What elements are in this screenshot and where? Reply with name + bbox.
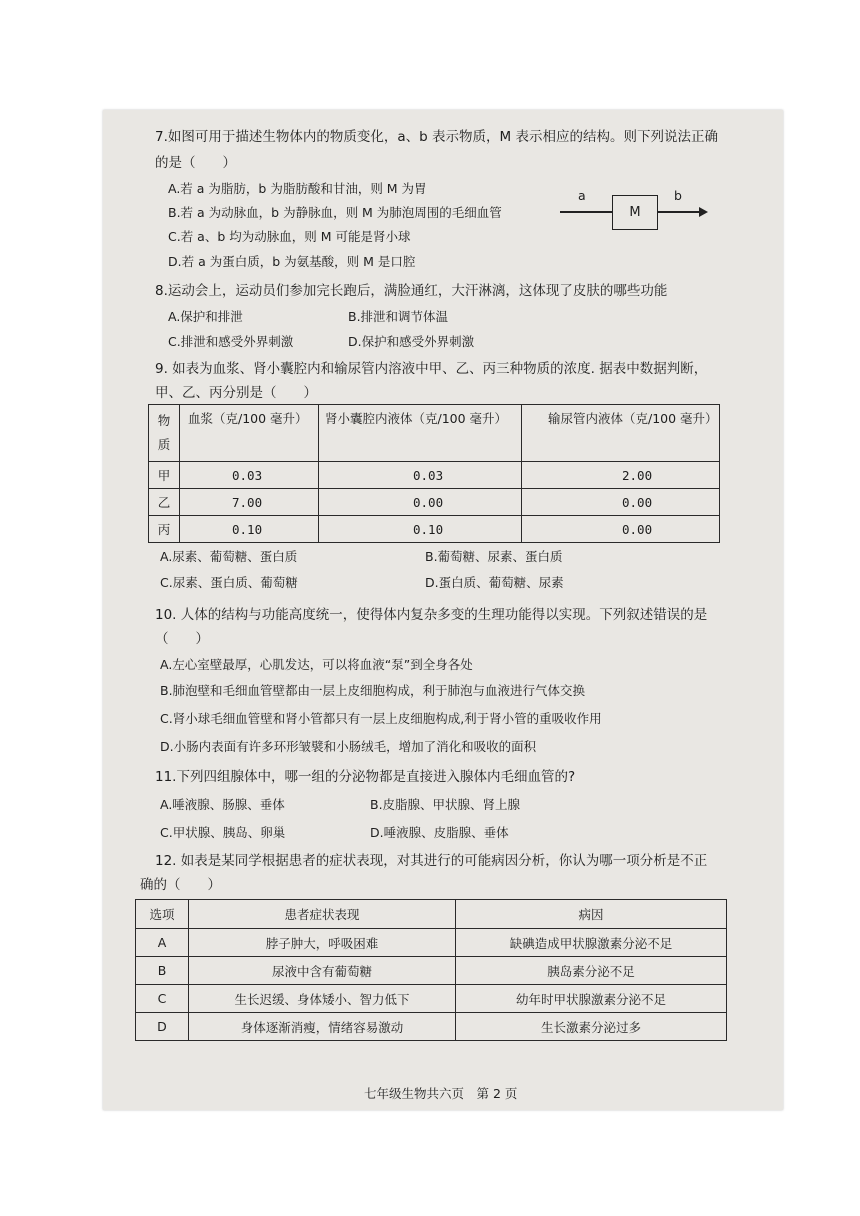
header-cell-ureter: 输尿管内液体（克/100 毫升） xyxy=(522,405,720,462)
q8-option-b: B.排泄和调节体温 xyxy=(348,309,449,324)
cell-symptom: 脖子肿大，呼吸困难 xyxy=(189,929,456,957)
diagram-label-m: M xyxy=(629,205,641,220)
cell-symptom: 生长迟缓、身体矮小、智力低下 xyxy=(189,985,456,1013)
row-label: D xyxy=(136,1013,189,1041)
cell-value: 0.10 xyxy=(319,516,522,543)
q12-stem-line2: 确的（ ） xyxy=(140,877,221,893)
q11-stem: 11.下列四组腺体中，哪一组的分泌物都是直接进入腺体内毛细血管的? xyxy=(155,769,576,785)
table-row xyxy=(136,929,727,957)
q9-option-a: A.尿素、葡萄糖、蛋白质 xyxy=(160,549,298,564)
table-header-row xyxy=(136,900,727,929)
table-header-row xyxy=(149,405,720,462)
cell-value: 0.00 xyxy=(522,489,720,516)
row-label: A xyxy=(136,929,189,957)
q8-option-d: D.保护和感受外界刺激 xyxy=(348,334,475,349)
cell-cause: 生长激素分泌过多 xyxy=(456,1013,727,1041)
row-label: 丙 xyxy=(149,516,180,543)
q10-stem-line1: 10. 人体的结构与功能高度统一，使得体内复杂多变的生理功能得以实现。下列叙述错误的是 xyxy=(155,607,708,623)
page-footer: 七年级生物共六页 第 2 页 xyxy=(364,1086,518,1101)
q10-option-a: A.左心室壁最厚，心肌发达，可以将血液“泵”到全身各处 xyxy=(160,657,473,672)
q7-diagram xyxy=(560,188,715,235)
cell-value: 0.03 xyxy=(180,462,319,489)
cell-cause: 幼年时甲状腺激素分泌不足 xyxy=(456,985,727,1013)
q11-option-a: A.唾液腺、肠腺、垂体 xyxy=(160,797,285,812)
diagram-arrow-in xyxy=(560,211,612,213)
table-row xyxy=(149,489,720,516)
q8-stem: 8.运动会上，运动员们参加完长跑后，满脸通红，大汗淋漓，这体现了皮肤的哪些功能 xyxy=(155,283,668,299)
header-cell-capsule: 肾小囊腔内液体（克/100 毫升） xyxy=(319,405,522,462)
q11-option-c: C.甲状腺、胰岛、卵巢 xyxy=(160,825,286,840)
q11-option-b: B.皮脂腺、甲状腺、肾上腺 xyxy=(370,797,521,812)
header-cell-cause: 病因 xyxy=(456,900,727,929)
cell-value: 0.00 xyxy=(522,516,720,543)
row-label: 乙 xyxy=(149,489,180,516)
q10-option-b: B.肺泡壁和毛细血管壁都由一层上皮细胞构成，利于肺泡与血液进行气体交换 xyxy=(160,683,586,698)
q9-stem-line1: 9. 如表为血浆、肾小囊腔内和输尿管内溶液中甲、乙、丙三种物质的浓度. 据表中数据判断， xyxy=(155,361,708,377)
q11-option-d: D.唾液腺、皮脂腺、垂体 xyxy=(370,825,509,840)
header-cell-option: 选项 xyxy=(136,900,189,929)
cell-value: 0.10 xyxy=(180,516,319,543)
q9-option-d: D.蛋白质、葡萄糖、尿素 xyxy=(425,575,564,590)
diagram-box-m xyxy=(612,195,658,230)
cell-value: 7.00 xyxy=(180,489,319,516)
table-row xyxy=(136,1013,727,1041)
cell-cause: 缺碘造成甲状腺激素分泌不足 xyxy=(456,929,727,957)
header-cell-plasma: 血浆（克/100 毫升） xyxy=(180,405,319,462)
q7-option-c: C.若 a、b 均为动脉血，则 M 可能是肾小球 xyxy=(168,229,411,244)
q9-option-b: B.葡萄糖、尿素、蛋白质 xyxy=(425,549,563,564)
header-cell-symptoms: 患者症状表现 xyxy=(189,900,456,929)
table-row xyxy=(149,462,720,489)
table-row xyxy=(149,516,720,543)
diagram-label-b: b xyxy=(674,188,682,203)
cell-symptom: 身体逐渐消瘦，情绪容易激动 xyxy=(189,1013,456,1041)
q7-option-a: A.若 a 为脂肪，b 为脂肪酸和甘油，则 M 为胃 xyxy=(168,181,427,196)
q7-option-d: D.若 a 为蛋白质，b 为氨基酸，则 M 是口腔 xyxy=(168,254,416,269)
q9-stem-line2: 甲、乙、丙分别是（ ） xyxy=(155,385,317,401)
table-row xyxy=(136,957,727,985)
q12-table xyxy=(135,899,727,1041)
q12-stem-line1: 12. 如表是某同学根据患者的症状表现，对其进行的可能病因分析，你认为哪一项分析是不正 xyxy=(155,853,708,869)
cell-symptom: 尿液中含有葡萄糖 xyxy=(189,957,456,985)
row-label: C xyxy=(136,985,189,1013)
diagram-arrow-out xyxy=(658,211,700,213)
diagram-label-a: a xyxy=(578,188,586,203)
q10-stem-line2: （ ） xyxy=(155,631,209,647)
q9-table xyxy=(148,404,720,543)
q8-option-c: C.排泄和感受外界刺激 xyxy=(168,334,294,349)
cell-value: 0.00 xyxy=(319,489,522,516)
q8-option-a: A.保护和排泄 xyxy=(168,309,243,324)
q7-stem-line1: 7.如图可用于描述生物体内的物质变化，a、b 表示物质，M 表示相应的结构。则下列说法正确 xyxy=(155,129,718,145)
cell-value: 0.03 xyxy=(319,462,522,489)
table-row xyxy=(136,985,727,1013)
cell-value: 2.00 xyxy=(522,462,720,489)
arrowhead-icon xyxy=(699,207,708,217)
q10-option-d: D.小肠内表面有许多环形皱襞和小肠绒毛，增加了消化和吸收的面积 xyxy=(160,739,537,754)
row-label: B xyxy=(136,957,189,985)
q9-option-c: C.尿素、蛋白质、葡萄糖 xyxy=(160,575,298,590)
q7-option-b: B.若 a 为动脉血，b 为静脉血，则 M 为肺泡周围的毛细血管 xyxy=(168,205,502,220)
q10-option-c: C.肾小球毛细血管壁和肾小管都只有一层上皮细胞构成,利于肾小管的重吸收作用 xyxy=(160,711,602,726)
header-cell-substance: 物 质 xyxy=(149,405,180,462)
cell-cause: 胰岛素分泌不足 xyxy=(456,957,727,985)
row-label: 甲 xyxy=(149,462,180,489)
q7-stem-line2: 的是（ ） xyxy=(155,155,236,171)
